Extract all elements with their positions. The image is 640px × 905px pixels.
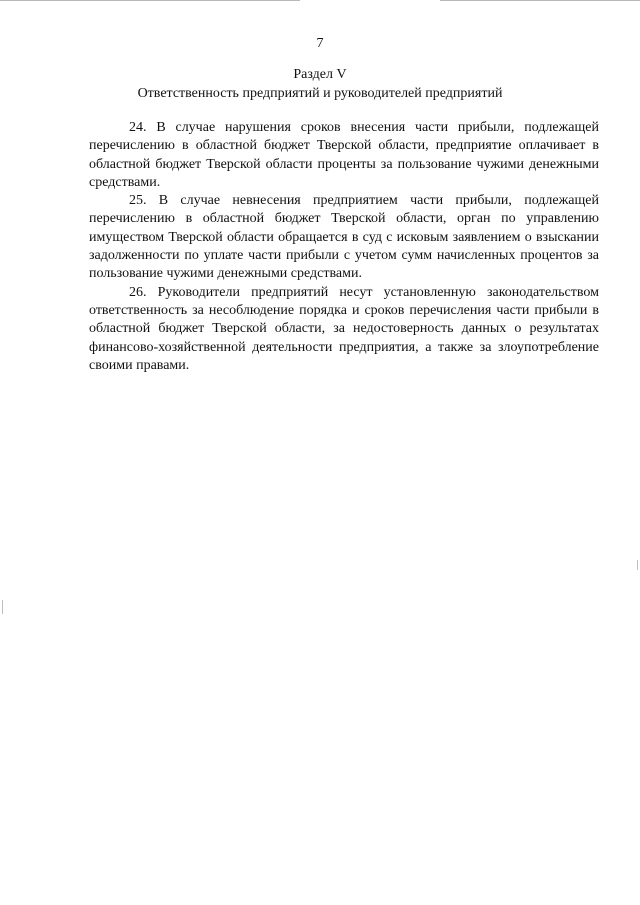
paragraph-25: 25. В случае невнесения предприятием части прибыли, подлежащей перечислению в областной бюджет Тверской области, орган по управлению имуществом Тверской области обращается в суд с исковым заявлением о взыскании задолженности по уплате части прибыли с учетом сумм начисленных процентов за пользование чужими денежными средствами. xyxy=(89,193,599,282)
scan-edge-mark xyxy=(637,560,638,570)
paragraph-24: 24. В случае нарушения сроков внесения части прибыли, подлежащей перечислению в областной бюджет Тверской области, предприятие оплачивает в областной бюджет Тверской области проценты за пользование чужими денежными средствами. xyxy=(89,120,599,190)
document-body xyxy=(89,119,599,375)
scan-edge-mark xyxy=(2,600,3,614)
scan-edge-line xyxy=(440,0,640,1)
paragraph-26: 26. Руководители предприятий несут установленную законодательством ответственность за несоблюдение порядка и сроков перечисления части прибыли в областной бюджет Тверской области, за недостоверность данных о результатах финансово-хозяйственной деятельности предприятия, а также за злоупотребление своими правами. xyxy=(89,284,599,373)
scan-edge-line xyxy=(0,0,300,1)
section-title: Ответственность предприятий и руководителей предприятий xyxy=(137,86,503,101)
page-number: 7 xyxy=(316,36,324,51)
section-heading: Раздел V xyxy=(293,67,347,82)
